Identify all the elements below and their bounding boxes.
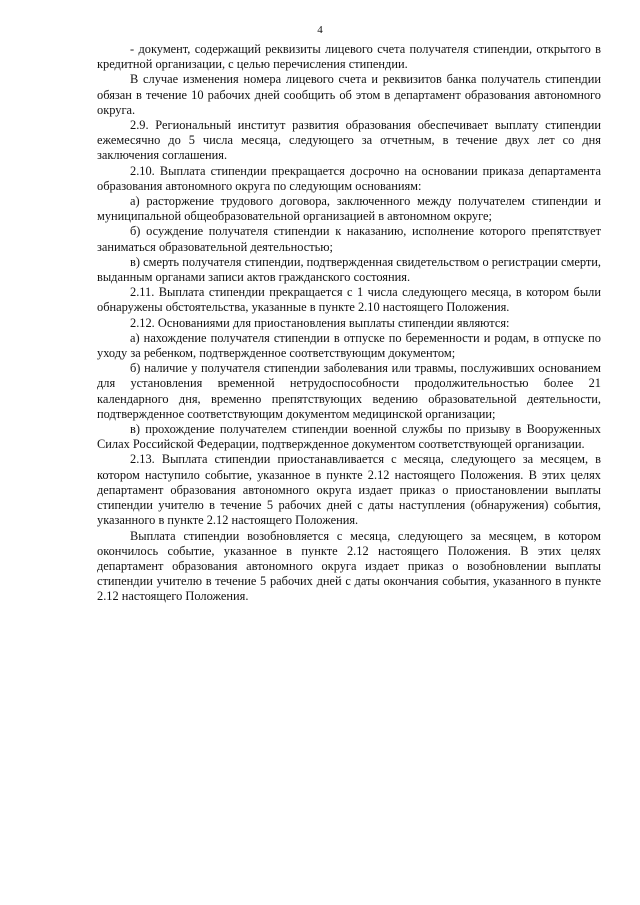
paragraph-resumption: Выплата стипендии возобновляется с месяца, следующего за месяцем, в котором окончилось событие, указанное в пункте 2.12 настоящего Положения. В этих целях департамент образования автономного округа издает приказ о возобновлении выплаты стипендии учителю в течение 5 рабочих дней с даты окончания события, указанного в пункте 2.12 настоящего Положения. bbox=[97, 528, 601, 604]
paragraph-document-requisites: - документ, содержащий реквизиты лицевого счета получателя стипендии, открытого в кредитной организации, с целью перечисления стипендии. bbox=[97, 42, 601, 72]
paragraph-2-13: 2.13. Выплата стипендии приостанавливается с месяца, следующего за месяцем, в котором наступило событие, указанное в пункте 2.12 настоящего Положения. В этих целях департамент образования автономного округа издает приказ о приостановлении выплаты стипендии учителю в течение 5 рабочих дней с даты наступления (обнаружения) события, указанного в пункте 2.12 настоящего Положения. bbox=[97, 452, 601, 528]
paragraph-2-10-c: в) смерть получателя стипендии, подтвержденная свидетельством о регистрации смерти, выданным органами записи актов гражданского состояния. bbox=[97, 254, 601, 285]
paragraph-2-10-a: а) расторжение трудового договора, заключенного между получателем стипендии и муниципальной общеобразовательной организацией в автономном округе; bbox=[97, 194, 601, 224]
paragraph-2-9: 2.9. Региональный институт развития образования обеспечивает выплату стипендии ежемесячно до 5 числа месяца, следующего за отчетным, в течение двух лет со дня заключения соглашения. bbox=[97, 118, 601, 163]
page-number: 4 bbox=[317, 24, 323, 36]
paragraph-2-10: 2.10. Выплата стипендии прекращается досрочно на основании приказа департамента образования автономного округа по следующим основаниям: bbox=[97, 163, 601, 193]
document-body bbox=[97, 42, 601, 605]
paragraph-2-10-b: б) осуждение получателя стипендии к наказанию, исполнение которого препятствует заниматься образовательной деятельностью; bbox=[97, 224, 601, 254]
paragraph-2-12-b: б) наличие у получателя стипендии заболевания или травмы, послуживших основанием для установления временной нетрудоспособности продолжительностью более 21 календарного дня, временно препятствующих ведению образовательной деятельности, подтвержденное соответствующим документом медицинской организации; bbox=[97, 361, 601, 421]
paragraph-2-11: 2.11. Выплата стипендии прекращается с 1 числа следующего месяца, в котором были обнаружены обстоятельства, указанные в пункте 2.10 настоящего Положения. bbox=[97, 285, 601, 315]
paragraph-2-12: 2.12. Основаниями для приостановления выплаты стипендии являются: bbox=[130, 315, 510, 330]
paragraph-2-12-c: в) прохождение получателем стипендии военной службы по призыву в Вооруженных Силах Российской Федерации, подтвержденное документом соответствующей организации. bbox=[97, 422, 601, 452]
paragraph-2-12-a: а) нахождение получателя стипендии в отпуске по беременности и родам, в отпуске по уходу за ребенком, подтвержденное соответствующим документом; bbox=[97, 330, 601, 361]
paragraph-account-change: В случае изменения номера лицевого счета и реквизитов банка получатель стипендии обязан в течение 10 рабочих дней сообщить об этом в департамент образования автономного округа. bbox=[97, 72, 601, 117]
